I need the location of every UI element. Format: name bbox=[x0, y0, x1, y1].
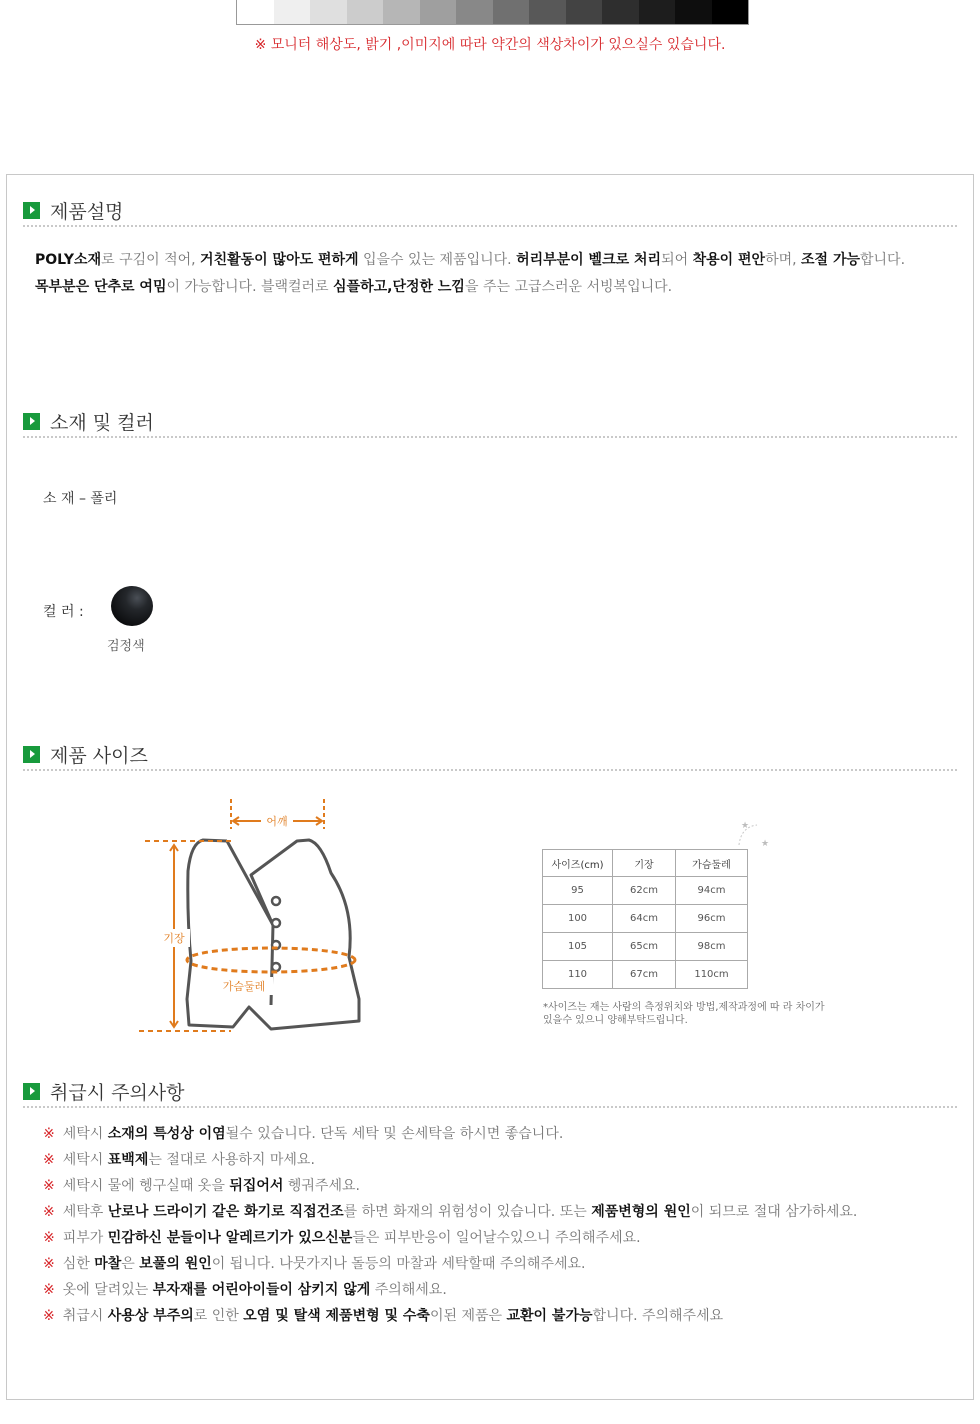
grayscale-swatch bbox=[347, 0, 384, 24]
body-text: 될수 있습니다. 단독 세탁 및 손세탁을 하시면 좋습니다. bbox=[225, 1126, 564, 1142]
material-text: 소 재 – 폴리 bbox=[43, 491, 118, 507]
list-item bbox=[43, 1303, 857, 1329]
body-text: 들은 피부반응이 일어날수있으니 주의해주세요. bbox=[352, 1230, 641, 1246]
body-text: 되어 bbox=[661, 252, 693, 268]
emphasis-text: 표백제 bbox=[107, 1152, 149, 1168]
arrow-box-icon bbox=[23, 413, 40, 430]
description-line-2 bbox=[35, 274, 945, 301]
body-text: 세탁시 물에 헹구실때 옷을 bbox=[62, 1178, 230, 1194]
emphasis-text: 난로나 드라이기 같은 화기로 직접건조 bbox=[107, 1204, 344, 1220]
table-row bbox=[543, 877, 748, 905]
table-cell: 67cm bbox=[613, 961, 676, 989]
grayscale-swatch bbox=[456, 0, 493, 24]
reference-mark-icon: ※ bbox=[43, 1126, 55, 1142]
table-row bbox=[543, 933, 748, 961]
vest-outline bbox=[187, 840, 359, 1029]
body-text: 를 하면 화재의 위험성이 있습니다. 또는 bbox=[343, 1204, 592, 1220]
section-title: 소재 및 컬러 bbox=[50, 412, 154, 434]
emphasis-text: 소재의 특성상 이염 bbox=[107, 1126, 226, 1142]
grayscale-swatch bbox=[274, 0, 311, 24]
body-text: 이 되므로 절대 삼가하세요. bbox=[690, 1204, 858, 1220]
emphasis-text: 심플하고,단정한 느낌 bbox=[333, 279, 465, 295]
grayscale-swatch bbox=[310, 0, 347, 24]
list-item bbox=[43, 1121, 857, 1147]
emphasis-text: POLY소재 bbox=[35, 252, 102, 268]
table-row bbox=[543, 961, 748, 989]
body-text: 심한 bbox=[62, 1256, 95, 1272]
arrow-box-icon bbox=[23, 746, 40, 763]
list-item bbox=[43, 1147, 857, 1173]
body-text: 합니다. 주의해주세요 bbox=[592, 1308, 724, 1324]
reference-mark-icon: ※ bbox=[43, 1308, 55, 1324]
color-label: 컬 러 : bbox=[43, 604, 84, 620]
grayscale-swatch bbox=[237, 0, 274, 24]
body-text: 이 가능합니다. 블랙컬러로 bbox=[166, 279, 334, 295]
size-table bbox=[542, 849, 748, 989]
grayscale-swatch bbox=[675, 0, 712, 24]
size-note bbox=[543, 1001, 883, 1027]
color-name: 검정색 bbox=[107, 639, 145, 654]
list-item bbox=[43, 1251, 857, 1277]
body-text: 헹궈주세요. bbox=[283, 1178, 360, 1194]
reference-mark-icon: ※ bbox=[43, 1204, 55, 1220]
size-table-header bbox=[543, 850, 748, 877]
description-line-1 bbox=[35, 247, 945, 274]
table-cell: 105 bbox=[543, 933, 613, 961]
body-text: 세탁시 bbox=[62, 1152, 108, 1168]
table-cell: 95 bbox=[543, 877, 613, 905]
svg-text:★: ★ bbox=[741, 821, 750, 831]
body-text: 취급시 bbox=[62, 1308, 108, 1324]
body-text: 입을수 있는 제품입니다. bbox=[358, 252, 517, 268]
body-text: 은 bbox=[121, 1256, 140, 1272]
table-cell: 65cm bbox=[613, 933, 676, 961]
table-row bbox=[543, 905, 748, 933]
grayscale-bar bbox=[236, 0, 749, 25]
section-title: 제품 사이즈 bbox=[50, 745, 148, 767]
body-text: 이된 제품은 bbox=[429, 1308, 507, 1324]
list-item bbox=[43, 1199, 857, 1225]
color-notice: ※ 모니터 해상도, 밝기 ,이미지에 따라 약간의 색상차이가 있으실수 있습니다. bbox=[254, 37, 726, 53]
emphasis-text: 마찰 bbox=[94, 1256, 122, 1272]
shoulder-label: 어깨 bbox=[266, 815, 288, 828]
grayscale-swatch bbox=[602, 0, 639, 24]
list-item bbox=[43, 1225, 857, 1251]
grayscale-swatch bbox=[712, 0, 749, 24]
emphasis-text: 보풀의 원인 bbox=[139, 1256, 212, 1272]
caution-list bbox=[43, 1121, 857, 1329]
size-col-header: 사이즈(cm) bbox=[543, 850, 613, 877]
chest-label: 가슴둘레 bbox=[222, 980, 266, 993]
body-text: 이 됩니다. 나뭇가지나 돌등의 마찰과 세탁할때 주의해주세요. bbox=[211, 1256, 586, 1272]
body-text: 을 주는 고급스러운 서빙복입니다. bbox=[464, 279, 673, 295]
grayscale-swatch bbox=[420, 0, 457, 24]
section-header-caution bbox=[23, 1074, 957, 1108]
body-text: 피부가 bbox=[62, 1230, 108, 1246]
emphasis-text: 민감하신 분들이나 알레르기가 있으신분 bbox=[107, 1230, 353, 1246]
reference-mark-icon: ※ bbox=[43, 1282, 55, 1298]
body-text: 세탁후 bbox=[62, 1204, 108, 1220]
list-item bbox=[43, 1173, 857, 1199]
emphasis-text: 조절 가능 bbox=[801, 252, 860, 268]
grayscale-swatch bbox=[529, 0, 566, 24]
body-text: 하며, bbox=[765, 252, 802, 268]
emphasis-text: 허리부분이 벨크로 처리 bbox=[516, 252, 662, 268]
emphasis-text: 거친활동이 많아도 편하게 bbox=[200, 252, 359, 268]
arrow-box-icon bbox=[23, 1083, 40, 1100]
grayscale-swatch bbox=[639, 0, 676, 24]
section-header-description bbox=[23, 193, 957, 227]
section-header-material bbox=[23, 404, 957, 438]
table-cell: 62cm bbox=[613, 877, 676, 905]
emphasis-text: 제품변형의 원인 bbox=[591, 1204, 691, 1220]
product-detail-panel bbox=[6, 174, 974, 1400]
body-text: 로 인한 bbox=[193, 1308, 244, 1324]
section-title: 제품설명 bbox=[50, 201, 124, 223]
size-note-line-1: *사이즈는 재는 사람의 측정위치와 방법,제작과정에 따 라 차이가 bbox=[543, 1002, 825, 1013]
list-item bbox=[43, 1277, 857, 1303]
vest-size-diagram bbox=[131, 799, 371, 1035]
size-note-line-2: 있을수 있으니 양해부탁드립니다. bbox=[543, 1015, 688, 1026]
reference-mark-icon: ※ bbox=[43, 1230, 55, 1246]
grayscale-swatch bbox=[566, 0, 603, 24]
body-text: 옷에 달려있는 bbox=[62, 1282, 153, 1298]
table-cell: 64cm bbox=[613, 905, 676, 933]
emphasis-text: 오염 및 탈색 제품변형 및 수축 bbox=[243, 1308, 430, 1324]
table-cell: 110 bbox=[543, 961, 613, 989]
product-description bbox=[35, 247, 945, 301]
table-cell: 100 bbox=[543, 905, 613, 933]
body-text: 세탁시 bbox=[62, 1126, 108, 1142]
emphasis-text: 착용이 편안 bbox=[692, 252, 766, 268]
reference-mark-icon: ※ bbox=[43, 1256, 55, 1272]
body-text: 합니다. bbox=[860, 252, 906, 268]
color-swatch-black bbox=[111, 586, 153, 626]
section-title: 취급시 주의사항 bbox=[50, 1082, 185, 1104]
table-cell: 94cm bbox=[676, 877, 748, 905]
length-col-header: 기장 bbox=[613, 850, 676, 877]
body-text: 로 구김이 적어, bbox=[101, 252, 201, 268]
grayscale-swatch bbox=[493, 0, 530, 24]
emphasis-text: 목부분은 단추로 여밈 bbox=[35, 279, 167, 295]
length-label: 기장 bbox=[163, 932, 185, 945]
emphasis-text: 부자재를 어린아이들이 삼키지 않게 bbox=[152, 1282, 371, 1298]
chest-col-header: 가슴둘레 bbox=[676, 850, 748, 877]
reference-mark-icon: ※ bbox=[43, 1152, 55, 1168]
svg-text:★: ★ bbox=[761, 839, 770, 849]
section-header-size bbox=[23, 737, 957, 771]
table-cell: 110cm bbox=[676, 961, 748, 989]
emphasis-text: 사용상 부주의 bbox=[107, 1308, 194, 1324]
table-cell: 98cm bbox=[676, 933, 748, 961]
body-text: 는 절대로 사용하지 마세요. bbox=[148, 1152, 315, 1168]
arrow-box-icon bbox=[23, 202, 40, 219]
grayscale-swatch bbox=[383, 0, 420, 24]
reference-mark-icon: ※ bbox=[43, 1178, 55, 1194]
body-text: 주의해세요. bbox=[370, 1282, 447, 1298]
emphasis-text: 교환이 불가능 bbox=[506, 1308, 593, 1324]
star-decoration-icon bbox=[731, 815, 781, 851]
table-cell: 96cm bbox=[676, 905, 748, 933]
emphasis-text: 뒤집어서 bbox=[229, 1178, 284, 1194]
